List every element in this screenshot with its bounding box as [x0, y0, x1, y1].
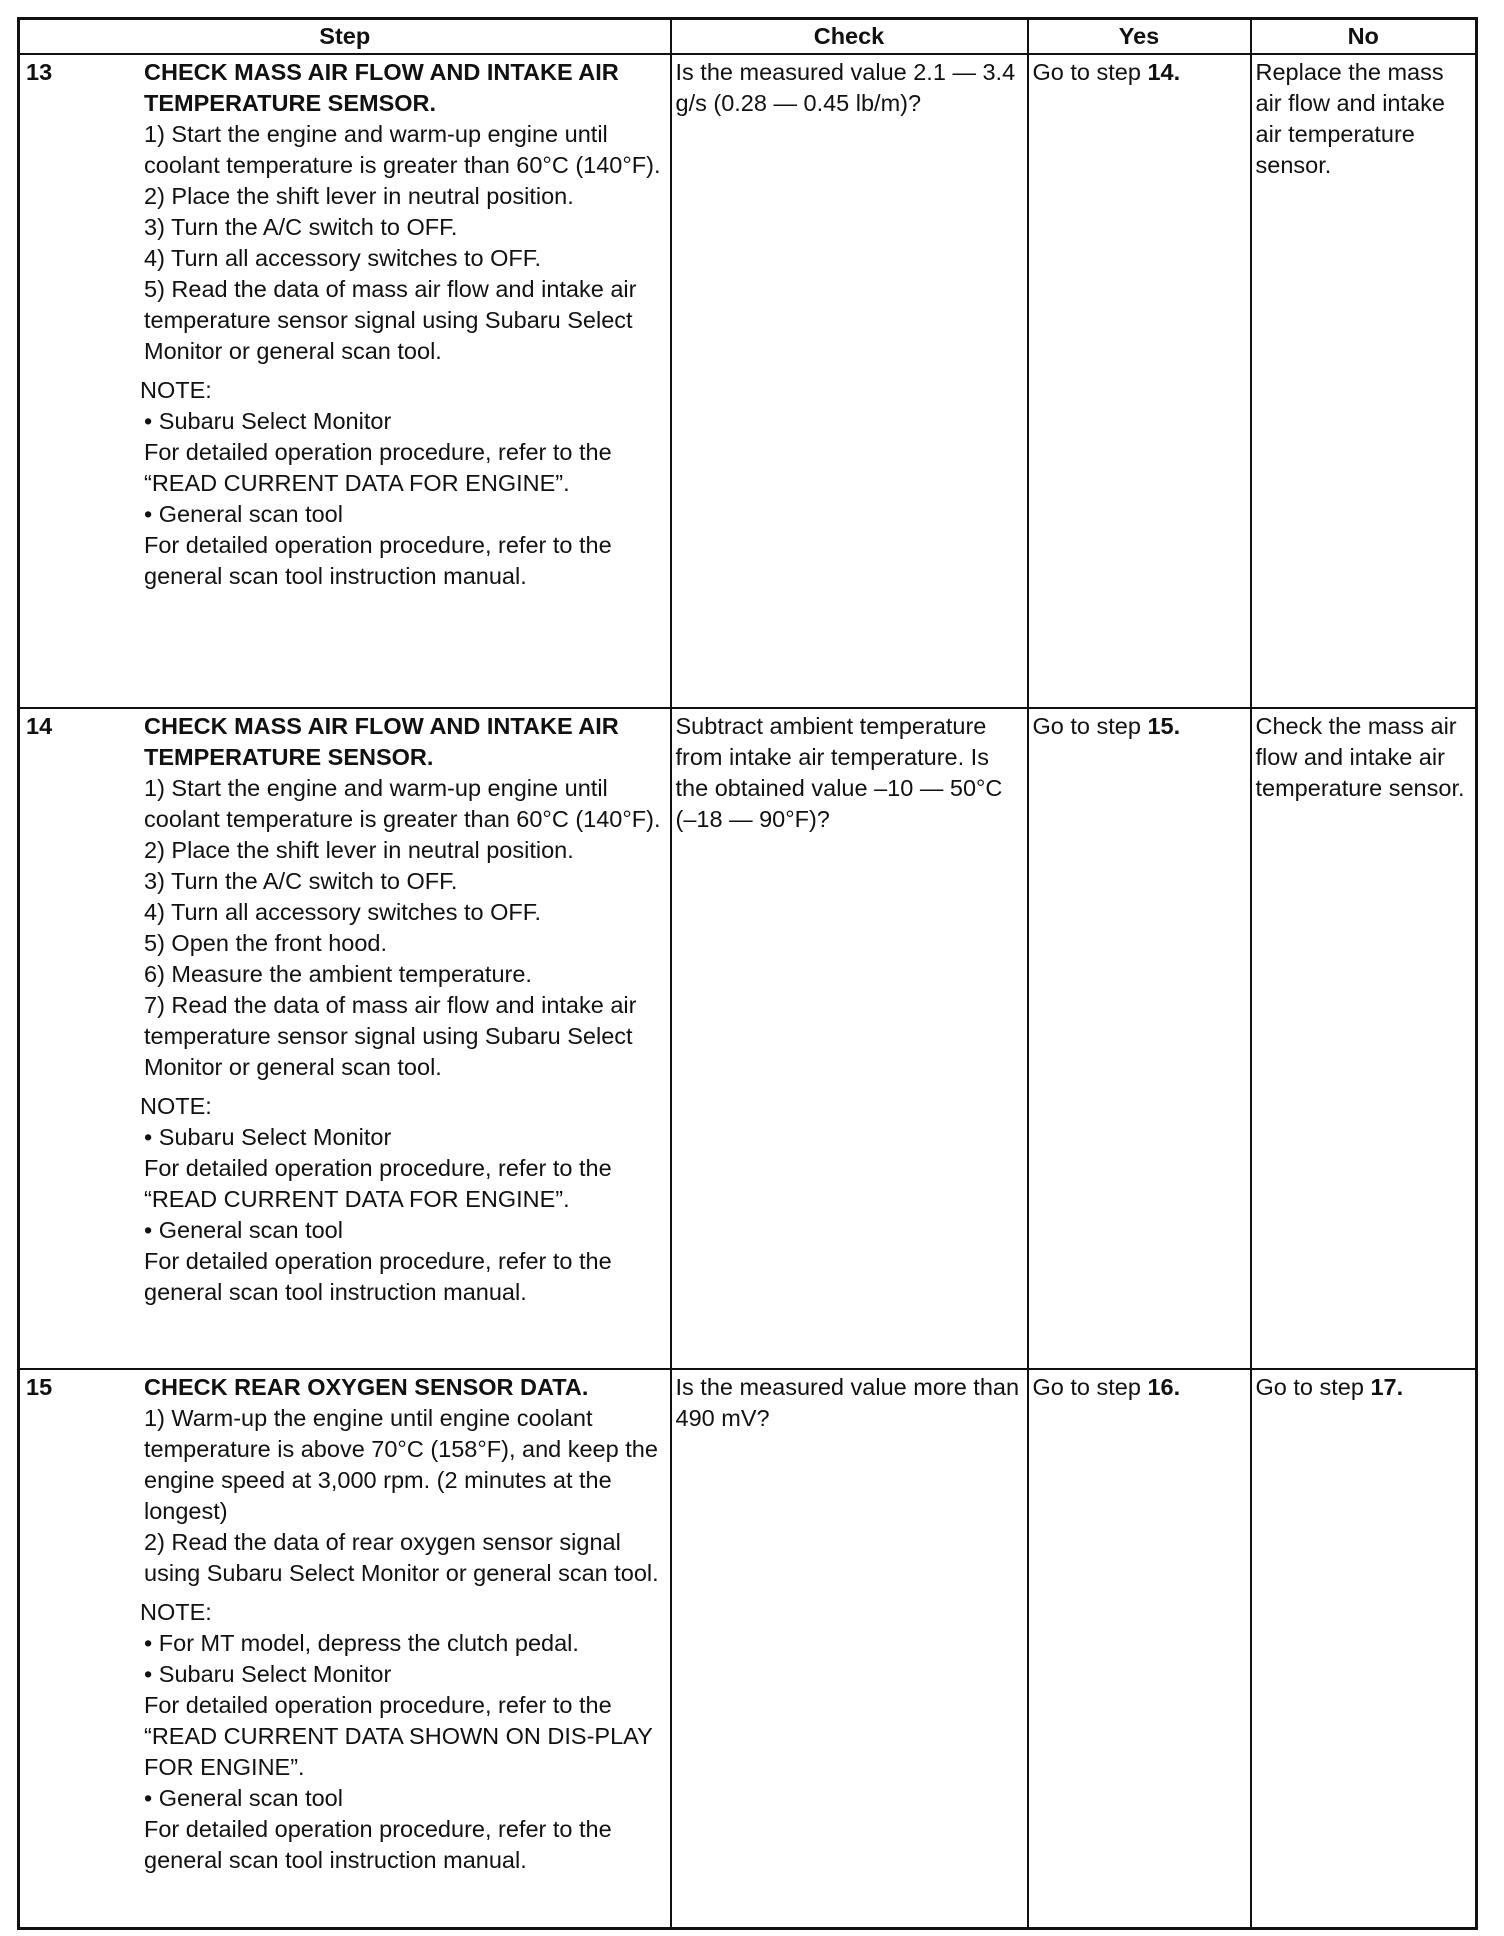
step-cell: [19, 54, 671, 708]
step-instruction: 3) Turn the A/C switch to OFF.: [144, 868, 458, 894]
yes-step: 16.: [1147, 1374, 1181, 1400]
note-label: NOTE:: [140, 377, 212, 403]
step-instruction: 1) Start the engine and warm-up engine until coolant temperature is greater than 60°C (140°F).: [144, 775, 661, 832]
note-text: For detailed operation procedure, refer to the general scan tool instruction manual.: [144, 532, 612, 589]
step-cell: [19, 1369, 671, 1929]
step-instruction: 1) Warm-up the engine until engine coolant temperature is above 70°C (158°F), and keep the engine speed at 3,000 rpm. (2 minutes at the longest): [144, 1405, 658, 1524]
no-prefix: Go to step: [1255, 1374, 1371, 1400]
step-instruction: 5) Read the data of mass air flow and intake air temperature sensor signal using Subaru Select Monitor or general scan tool.: [144, 276, 637, 364]
yes-cell: [1028, 54, 1251, 708]
header-yes: Yes: [1028, 19, 1251, 55]
note-bullet: • General scan tool: [144, 499, 666, 530]
table-row: [19, 1369, 1477, 1929]
step-title: CHECK REAR OXYGEN SENSOR DATA.: [144, 1374, 589, 1400]
check-cell: Is the measured value 2.1 — 3.4 g/s (0.28 — 0.45 lb/m)?: [671, 54, 1028, 708]
step-instruction: 4) Turn all accessory switches to OFF.: [144, 245, 542, 271]
yes-cell: [1028, 708, 1251, 1369]
step-instruction: 3) Turn the A/C switch to OFF.: [144, 214, 458, 240]
no-cell: Replace the mass air flow and intake air temperature sensor.: [1251, 54, 1477, 708]
note-bullet: • Subaru Select Monitor: [144, 406, 666, 437]
step-instruction: 6) Measure the ambient temperature.: [144, 961, 532, 987]
yes-prefix: Go to step: [1032, 713, 1148, 739]
header-no: No: [1251, 19, 1477, 55]
note-bullet: • Subaru Select Monitor: [144, 1659, 666, 1690]
diagnostic-table: [17, 17, 1478, 1930]
note-bullet: • General scan tool: [144, 1783, 666, 1814]
note-bullet: • General scan tool: [144, 1215, 666, 1246]
no-cell: Check the mass air flow and intake air temperature sensor.: [1251, 708, 1477, 1369]
step-number: 15: [26, 1374, 53, 1400]
note-text: For detailed operation procedure, refer to the general scan tool instruction manual.: [144, 1816, 612, 1873]
step-number: 14: [26, 713, 53, 739]
table-row: [19, 708, 1477, 1369]
step-instruction: 4) Turn all accessory switches to OFF.: [144, 899, 542, 925]
note-bullet: • For MT model, depress the clutch pedal.: [144, 1628, 666, 1659]
note-text: For detailed operation procedure, refer to the “READ CURRENT DATA SHOWN ON DIS-PLAY FOR ENGINE”.: [144, 1692, 653, 1780]
check-cell: Is the measured value more than 490 mV?: [671, 1369, 1028, 1929]
check-cell: Subtract ambient temperature from intake air temperature. Is the obtained value –10 — 50°C (–18 — 90°F)?: [671, 708, 1028, 1369]
header-row: [19, 19, 1477, 55]
yes-cell: [1028, 1369, 1251, 1929]
header-step: Step: [19, 19, 671, 55]
no-cell: [1251, 1369, 1477, 1929]
yes-prefix: Go to step: [1032, 1374, 1148, 1400]
yes-step: 15.: [1147, 713, 1181, 739]
note-text: For detailed operation procedure, refer to the “READ CURRENT DATA FOR ENGINE”.: [144, 1155, 612, 1212]
yes-prefix: Go to step: [1032, 59, 1148, 85]
step-number: 13: [26, 59, 53, 85]
note-label: NOTE:: [140, 1599, 212, 1625]
table-row: [19, 54, 1477, 708]
step-instruction: 1) Start the engine and warm-up engine until coolant temperature is greater than 60°C (140°F).: [144, 121, 661, 178]
step-instruction: 5) Open the front hood.: [144, 930, 387, 956]
yes-step: 14.: [1147, 59, 1181, 85]
note-label: NOTE:: [140, 1093, 212, 1119]
step-instruction: 2) Place the shift lever in neutral position.: [144, 837, 574, 863]
step-title: CHECK MASS AIR FLOW AND INTAKE AIR TEMPERATURE SENSOR.: [144, 713, 619, 770]
no-step: 17.: [1370, 1374, 1404, 1400]
header-check: Check: [671, 19, 1028, 55]
step-title: CHECK MASS AIR FLOW AND INTAKE AIR TEMPERATURE SEMSOR.: [144, 59, 619, 116]
step-instruction: 7) Read the data of mass air flow and intake air temperature sensor signal using Subaru Select Monitor or general scan tool.: [144, 992, 637, 1080]
step-instruction: 2) Place the shift lever in neutral position.: [144, 183, 574, 209]
note-text: For detailed operation procedure, refer to the “READ CURRENT DATA FOR ENGINE”.: [144, 439, 612, 496]
note-text: For detailed operation procedure, refer to the general scan tool instruction manual.: [144, 1248, 612, 1305]
step-cell: [19, 708, 671, 1369]
step-instruction: 2) Read the data of rear oxygen sensor signal using Subaru Select Monitor or general scan tool.: [144, 1529, 659, 1586]
note-bullet: • Subaru Select Monitor: [144, 1122, 666, 1153]
